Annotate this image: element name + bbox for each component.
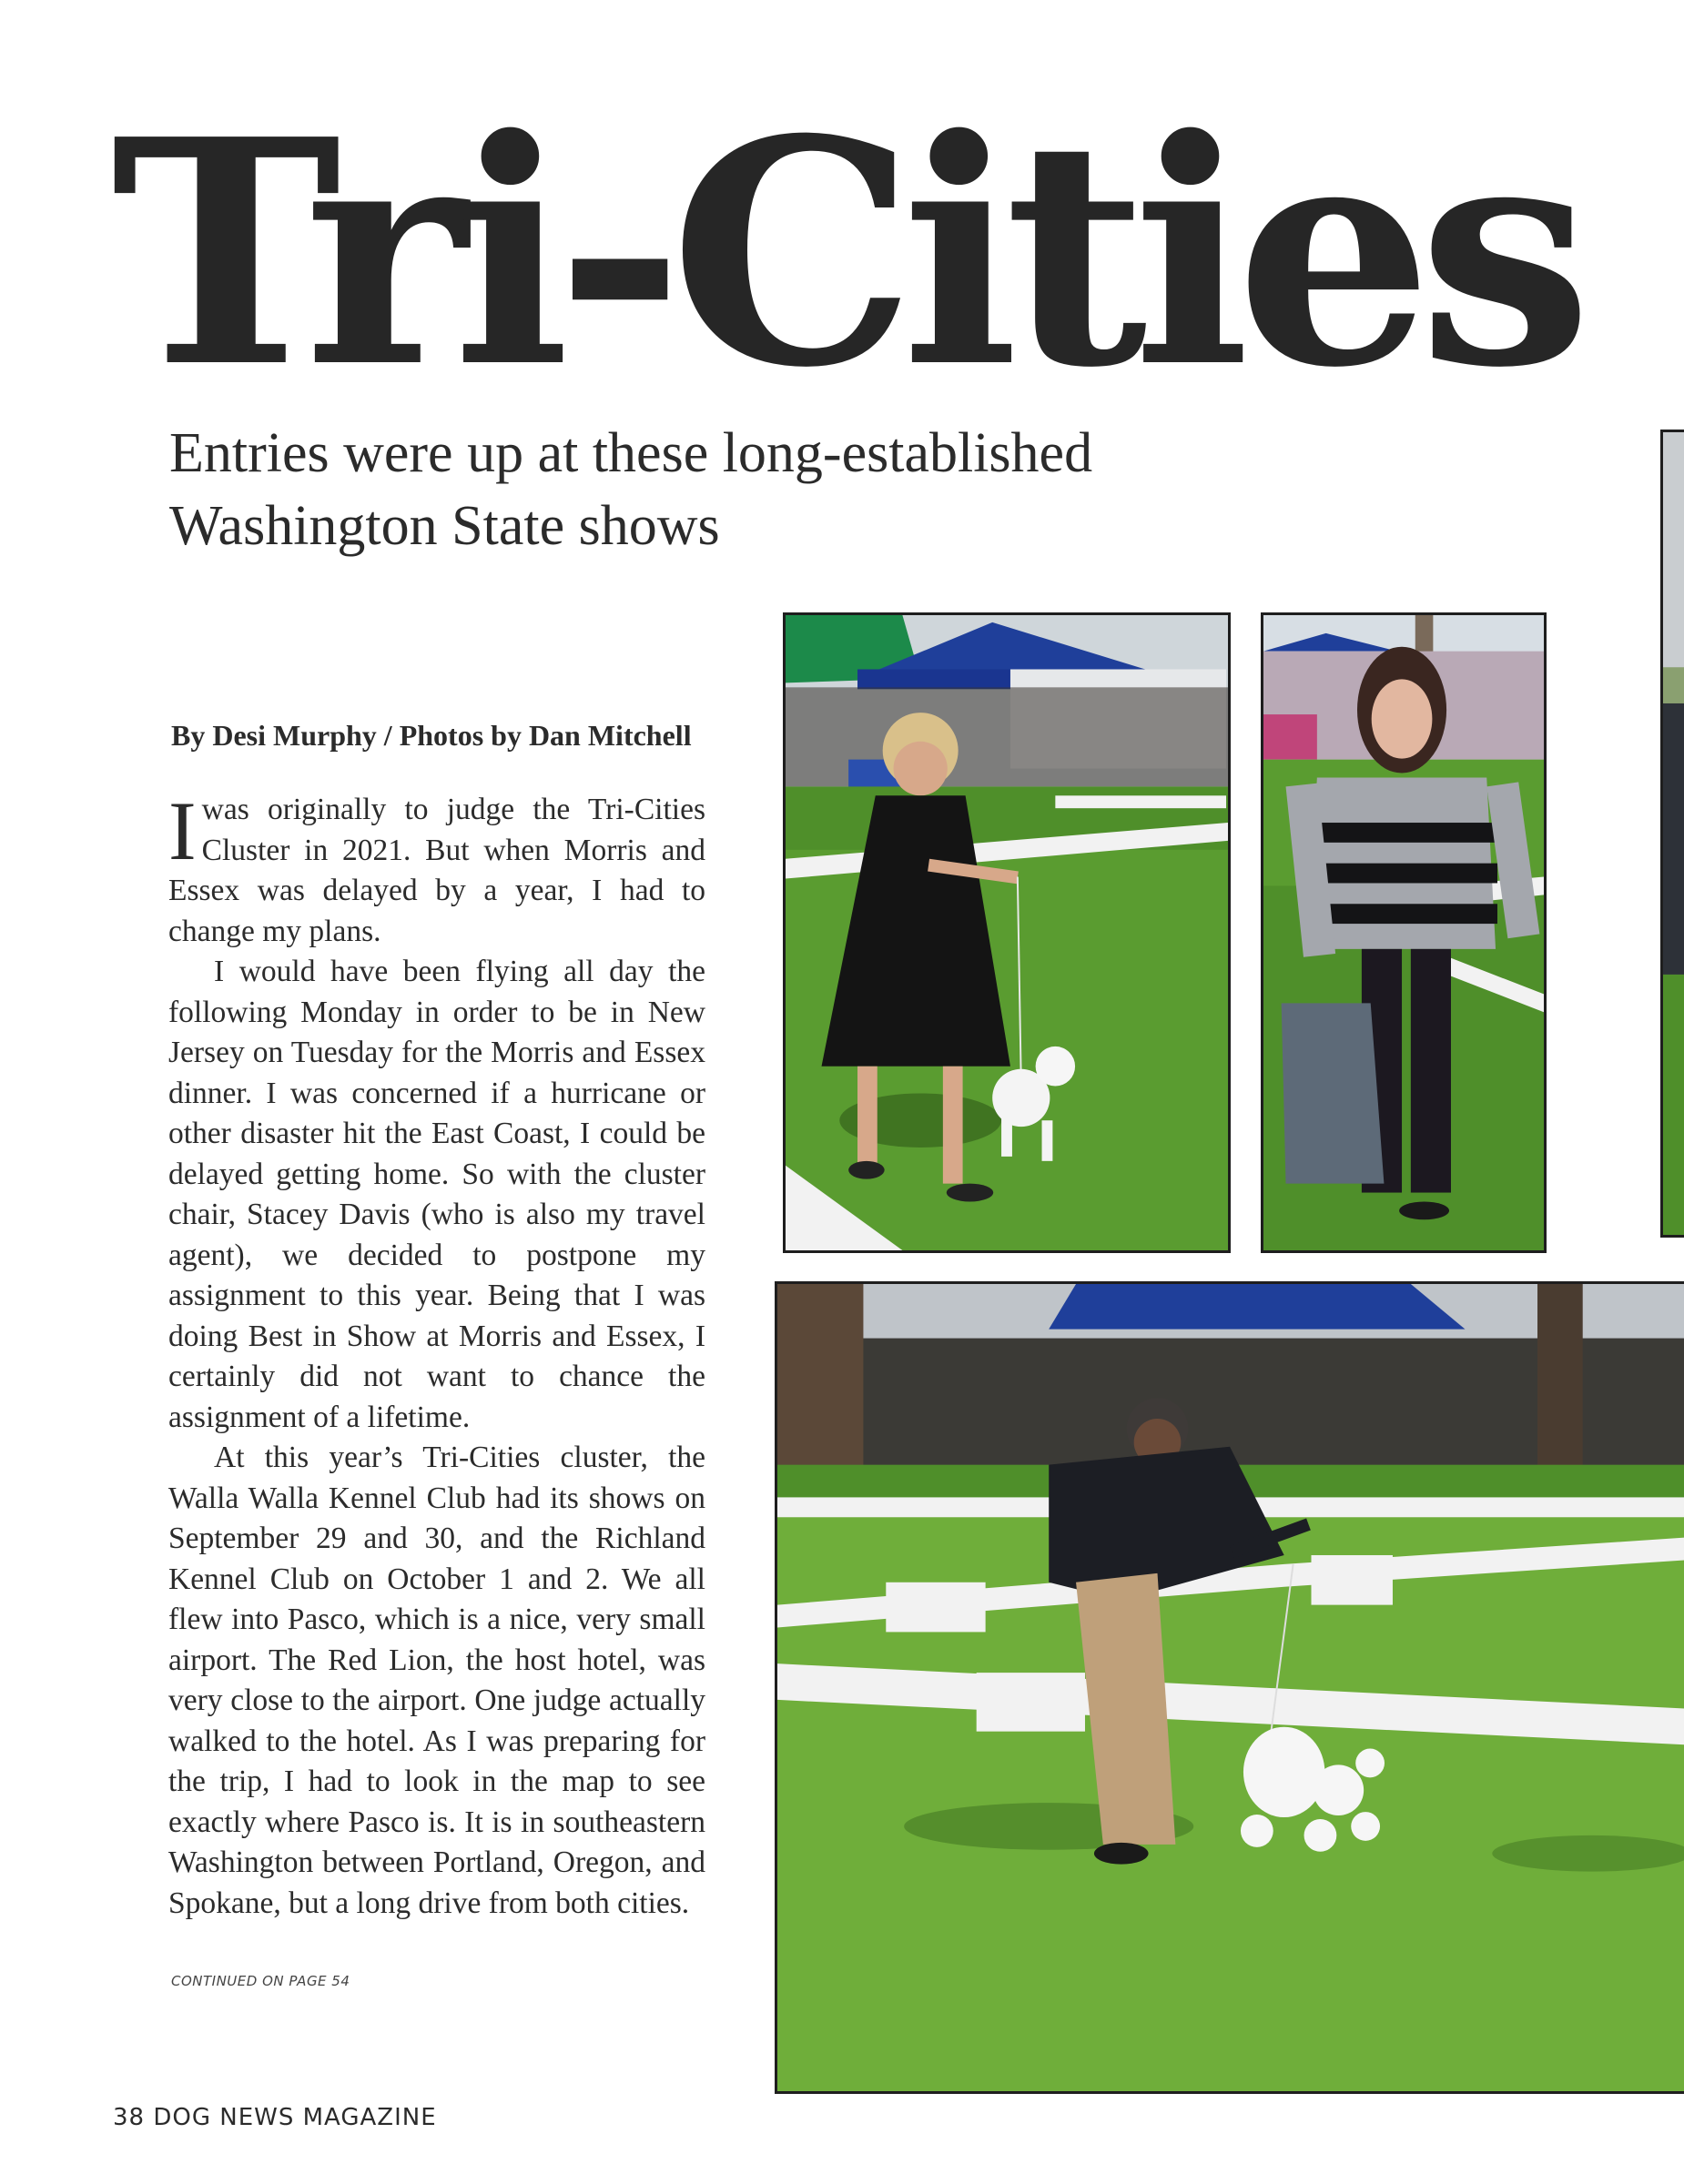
photo-judge-with-standard-poodle	[775, 1281, 1684, 2094]
paragraph	[168, 784, 705, 952]
headline: Tri-Cities	[111, 73, 1578, 436]
drop-cap: I	[168, 784, 197, 877]
page-folio: 38 DOG NEWS MAGAZINE	[113, 2104, 437, 2131]
deck-subheadline	[169, 417, 1262, 562]
paragraph: I would have been flying all day the following Monday in order to be in New Jersey on Tuesday for the Morris and Essex dinner. I was concerned if a hurricane or other disaster hit the East Coast, I could be delayed getting home. So with the cluster chair, Stacey Davis (who is also my travel agent), we decided to postpone my assignment to this year. Being that I was doing Best in Show at Morris and Essex, I certainly did not want to chance the assignment of a lifetime.	[168, 955, 705, 1434]
photo-handler-with-poodle	[783, 612, 1231, 1253]
photo-judge-striped-sweater	[1261, 612, 1547, 1253]
paragraph-text: was originally to judge the Tri-Cities Cluster in 2021. But when Morris and Essex was delayed by a year, I had to change my plans.	[168, 793, 705, 948]
deck-line: Washington State shows	[169, 495, 720, 557]
deck-line: Entries were up at these long-established	[169, 422, 1093, 484]
article-body	[168, 784, 705, 1924]
byline: By Desi Murphy / Photos by Dan Mitchell	[171, 719, 692, 752]
paragraph: At this year’s Tri-Cities cluster, the Walla Walla Kennel Club had its shows on September 29 and 30, and the Richland Kennel Club on October 1 and 2. We all flew into Pasco, which is a nice, very small airport. The Red Lion, the host hotel, was very close to the airport. One judge actually walked to the hotel. As I was preparing for the trip, I had to look in the map to see exactly where Pasco is. It is in southeastern Washington between Portland, Oregon, and Spokane, but a long drive from both cities.	[168, 1441, 705, 1920]
continued-note: CONTINUED ON PAGE 54	[171, 1973, 350, 1989]
photo-right-edge-partial	[1660, 430, 1684, 1238]
